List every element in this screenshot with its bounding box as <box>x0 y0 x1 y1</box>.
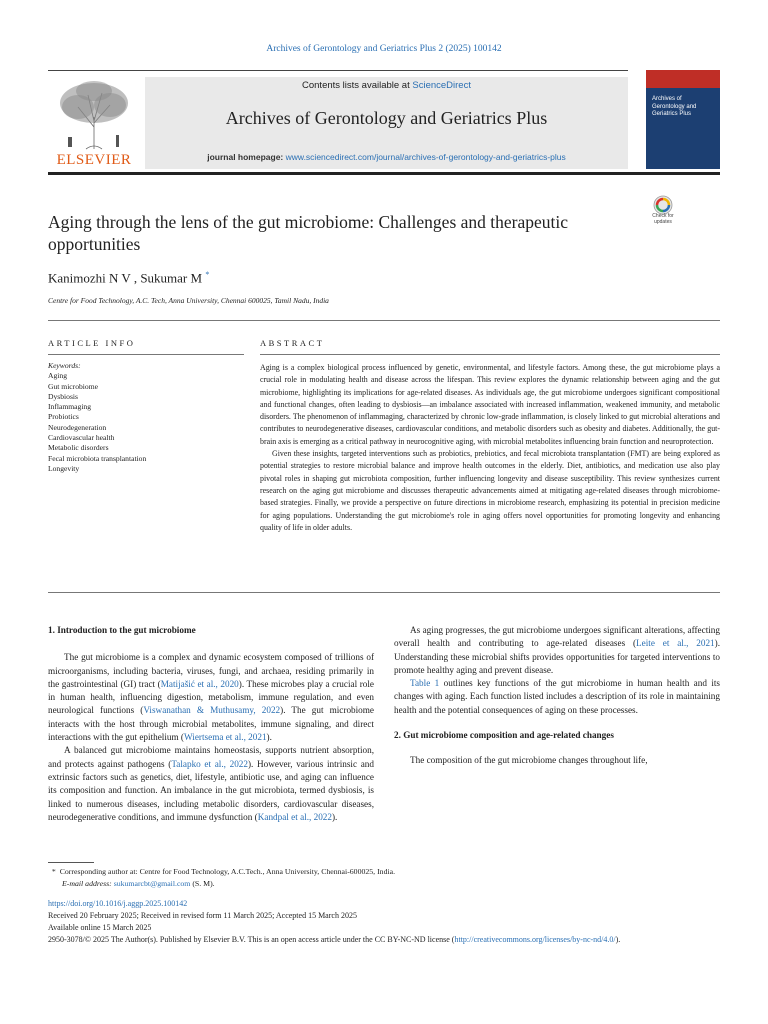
contents-available <box>145 80 628 91</box>
received-dates: Received 20 February 2025; Received in revised form 11 March 2025; Accepted 15 March 2025 <box>48 911 357 920</box>
check-updates-label: Check for updates <box>652 213 674 225</box>
keyword: Longevity <box>48 463 80 473</box>
article-info-heading: ARTICLE INFO <box>48 338 136 348</box>
abstract-text <box>260 362 720 534</box>
text-run: ). <box>331 811 338 822</box>
corresponding-text: Corresponding author at: Centre for Food Technology, A.C.Tech., Anna University, Chennai-600025, India. <box>59 867 396 876</box>
license-text-end: ). <box>615 935 621 944</box>
abstract-bottom-rule <box>48 592 720 593</box>
journal-title: Archives of Gerontology and Geriatrics Plus <box>225 108 548 128</box>
table-link[interactable]: Table 1 <box>410 678 440 689</box>
title-block-rule <box>48 320 720 321</box>
elsevier-tree-icon <box>48 77 140 151</box>
body-paragraph <box>394 677 720 717</box>
keyword: Gut microbiome <box>48 381 98 391</box>
body-paragraph <box>48 744 374 824</box>
masthead-top-rule <box>48 70 628 71</box>
author-line <box>48 270 209 286</box>
affiliation: Centre for Food Technology, A.C. Tech, Anna University, Chennai 600025, Tamil Nadu, India <box>48 296 329 305</box>
homepage-label: journal homepage: <box>207 152 286 162</box>
section-1-heading: 1. Introduction to the gut microbiome <box>48 625 196 635</box>
keyword: Neurodegeneration <box>48 422 107 432</box>
email-label: E-mail address: <box>62 879 114 889</box>
body-column-left <box>48 624 374 824</box>
authors: Kanimozhi N V , Sukumar M <box>48 270 203 286</box>
email-suffix: (S. M). <box>190 879 215 889</box>
elsevier-wordmark: ELSEVIER <box>56 152 132 168</box>
text-run: As aging progresses, the gut microbiome undergoes significant alterations, affecting overall health and contributing to age-related diseases ( <box>394 625 720 649</box>
text-run: ). These microbes play a crucial role in human health, influencing digestion, metabolism, immune regulation, and even neurological functions ( <box>48 678 374 716</box>
body-paragraph <box>394 624 720 677</box>
body-paragraph <box>48 651 374 744</box>
journal-cover[interactable] <box>646 70 720 169</box>
body-column-right <box>394 624 720 768</box>
text-run: outlines key functions of the gut microbiome in human health and its changes with aging. Each function listed includes a description of its role in maintaining health and the potential consequences of aging on these processes. <box>394 678 721 715</box>
text-run: ). <box>266 732 272 743</box>
abstract-paragraph-2: Given these insights, targeted interventions such as probiotics, prebiotics, and fecal microbiota transplantation (FMT) are being explored as potential strategies to restore microbial balance and improve health outcomes in the elderly. Diet, antibiotics, and medication use also play pivotal roles in shaping gut microbiota composition, further influencing longevity and disease susceptibility. This review synthesizes current research on the aging gut microbiome and discusses therapeutic advancements aimed at mitigating age-related diseases through microbiome-based strategies. Finally, we provide a perspective on future directions in microbiome research, emphasizing its potential in precision medicine for aging populations. Understanding the gut microbiome's role in aging offers novel opportunities for promoting longevity and enhancing quality of life in older adults. <box>260 449 720 532</box>
available-online: Available online 15 March 2025 <box>48 923 152 932</box>
body-paragraph: The composition of the gut microbiome changes throughout life, <box>410 755 648 766</box>
keyword: Probiotics <box>48 412 79 422</box>
email-line <box>48 878 720 890</box>
email-link[interactable]: sukumarcbt@gmail.com <box>113 879 191 889</box>
citation-link[interactable]: Matijašić et al., 2020 <box>160 678 239 689</box>
abstract-heading: ABSTRACT <box>260 338 325 348</box>
citation-link[interactable]: Talapko et al., 2022 <box>171 758 248 769</box>
masthead-bottom-rule <box>48 172 720 175</box>
keywords-block <box>48 361 244 474</box>
text-run: ). Understanding these microbial shifts provides opportunities for targeted interventions to promote healthy aging and prevent disease. <box>394 638 720 675</box>
homepage-link[interactable]: www.sciencedirect.com/journal/archives-of-gerontology-and-geriatrics-plus <box>285 152 566 162</box>
license-text: 2950-3078/© 2025 The Author(s). Published by Elsevier B.V. This is an open access article under the CC BY-NC-ND license ( <box>48 935 455 944</box>
license-link[interactable]: http://creativecommons.org/licenses/by-nc-nd/4.0/ <box>454 935 616 944</box>
keyword: Aging <box>48 371 67 381</box>
text-run: ). However, various intrinsic and extrinsic factors such as genetics, diet, lifestyle, antibiotic use, and aging can influence its composition and function. An imbalance in the gut microbiota, termed dysbiosis, is linked to numerous diseases, including metabolic disorders, cardiovascular diseases, neurodegenerative conditions, and immune dysfunction ( <box>48 758 374 822</box>
footnote-rule <box>48 862 94 863</box>
elsevier-logo[interactable] <box>48 77 140 169</box>
cover-band <box>646 70 720 88</box>
citation-link[interactable]: Leite et al., 2021 <box>636 638 715 649</box>
license-statement <box>48 934 720 946</box>
keywords-label: Keywords: <box>48 361 81 370</box>
running-head[interactable]: Archives of Gerontology and Geriatrics Plus 2 (2025) 100142 <box>266 44 502 54</box>
text-run: ). The gut microbiome interacts with the host through microbial metabolites, immune signaling, and direct interactions with the gut epithelium ( <box>48 705 375 743</box>
sciencedirect-link[interactable]: ScienceDirect <box>412 80 471 91</box>
abstract-rule <box>260 354 720 355</box>
citation-link[interactable]: Wiertsema et al., 2021 <box>184 732 267 743</box>
corresponding-note: * Corresponding author at: Centre for Food Technology, A.C.Tech., Anna University, Chennai-600025, India. <box>48 867 396 876</box>
contents-prefix: Contents lists available at <box>302 80 413 91</box>
article-title: Aging through the lens of the gut microbiome: Challenges and therapeutic opportunities <box>48 212 569 254</box>
corresponding-mark[interactable]: * <box>205 270 210 279</box>
footnote <box>48 866 720 891</box>
article-metadata <box>48 898 720 946</box>
text-run: The gut microbiome is a complex and dynamic ecosystem composed of trillions of microorganisms, including bacteria, viruses, fungi, and archaea, residing primarily in the gastrointestinal (GI) tract ( <box>48 652 374 689</box>
citation-link[interactable]: Kandpal et al., 2022 <box>257 811 332 822</box>
doi-link[interactable]: https://doi.org/10.1016/j.aggp.2025.100142 <box>48 899 188 908</box>
keyword: Fecal microbiota transplantation <box>48 453 147 463</box>
citation-link[interactable]: Viswanathan & Muthusamy, 2022 <box>143 705 281 716</box>
keyword: Inflammaging <box>48 402 92 412</box>
text-run: A balanced gut microbiome maintains homeostasis, supports nutrient absorption, and protects against pathogens ( <box>48 745 374 769</box>
check-for-updates-badge[interactable] <box>646 195 680 229</box>
article-info-rule <box>48 354 244 355</box>
keyword: Dysbiosis <box>48 391 78 401</box>
keyword: Cardiovascular health <box>48 433 115 443</box>
keyword: Metabolic disorders <box>48 443 109 453</box>
check-updates-icon <box>646 195 680 215</box>
abstract-paragraph-1: Aging is a complex biological process influenced by genetic, environmental, and lifestyle factors. Among these, the gut microbiome plays a crucial role in modulating health and disease across the lifespan. This review explores the dynamic relationship between aging and the gut microbiome, highlighting its implications for age-related diseases. As individuals age, the gut microbiome undergoes significant compositional and functional changes, often leading to dysbiosis—an imbalance associated with increased inflammation, weakened immunity, and metabolic disorders. The phenomenon of inflammaging, characterized by chronic low-grade inflammation, is closely linked to gut microbial alterations and contributes to neurodegenerative diseases, cardiovascular conditions, and metabolic disorders such as obesity and diabetes. Additionally, the gut-brain axis is emerging as a critical pathway in neurocognitive aging, with microbial metabolites influencing brain function and neuroprotection. <box>260 363 720 446</box>
cover-title: Archives of Gerontology and Geriatrics Plus <box>652 96 697 117</box>
journal-homepage <box>145 152 628 162</box>
section-2-heading: 2. Gut microbiome composition and age-related changes <box>394 730 614 741</box>
